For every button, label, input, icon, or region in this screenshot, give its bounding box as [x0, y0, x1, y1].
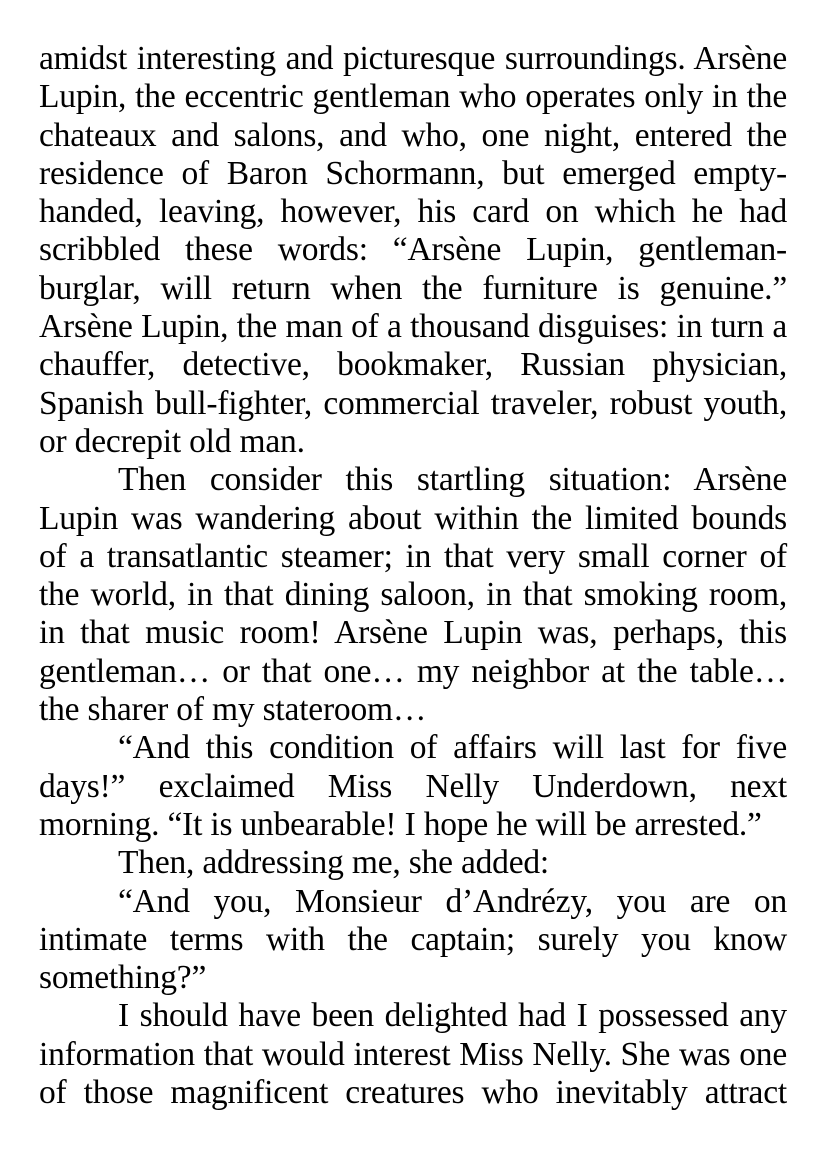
- paragraph-startling-situation: Then consider this startling situation: Arsène Lupin was wandering about within the limited bounds of a transatlantic steamer; in that very small corner of the world, in that dining saloon, in that smoking room, in that music room! Arsène Lupin was, perhaps, this gentleman… or that one… my neighbor at the table… the sharer of my stateroom…: [39, 461, 787, 729]
- paragraph-addressing-me: Then, addressing me, she added:: [118, 844, 550, 882]
- paragraph-miss-nelly-exclaims: “And this condition of affairs will last for five days!” exclaimed Miss Nelly Underdown, next morning. “It is unbearable! I hope he will be arrested.”: [39, 729, 787, 843]
- book-page: [39, 40, 787, 1112]
- paragraph-lupin-description: amidst interesting and picturesque surroundings. Arsène Lupin, the eccentric gentleman who operates only in the chateaux and salons, and who, one night, entered the residence of Baron Schormann, but emerged empty-handed, leaving, however, his card on which he had scribbled these words: “Arsène Lupin, gentleman-burglar, will return when the furniture is genuine.” Arsène Lupin, the man of a thousand disguises: in turn a chauffer, detective, bookmaker, Russian physician, Spanish bull-fighter, commercial traveler, robust youth, or decrepit old man.: [39, 40, 787, 460]
- paragraph-delighted-information: I should have been delighted had I possessed any information that would interest Miss Nelly. She was one of those magnificent creatures who inevitably attract: [39, 997, 787, 1112]
- paragraph-monsieur-dandrezy: “And you, Monsieur d’Andrézy, you are on intimate terms with the captain; surely you know something?”: [39, 882, 787, 997]
